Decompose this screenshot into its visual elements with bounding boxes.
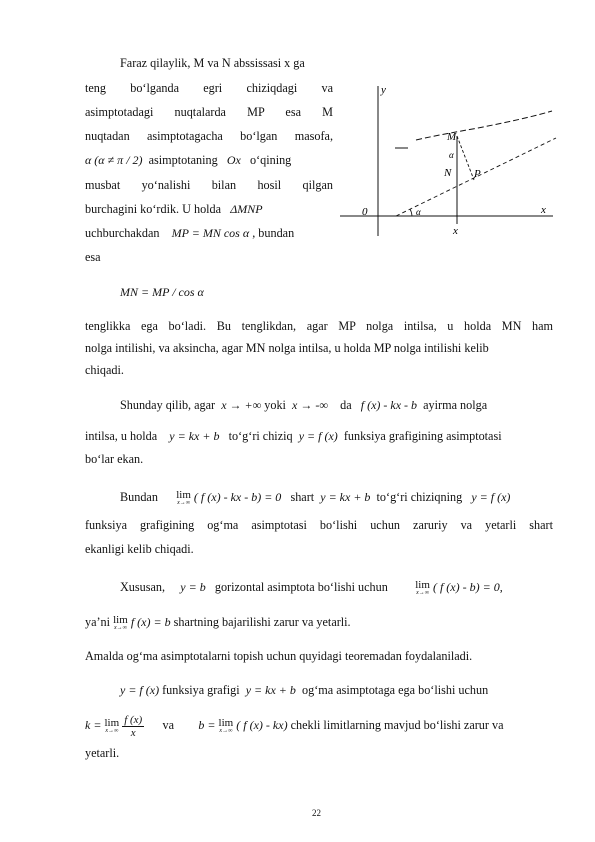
text-line: [85, 225, 294, 241]
text-line: tenglikka ega bo‘ladi. Bu tenglikdan, agar MP nolga intilsa, u holda MN ham: [85, 319, 553, 333]
math-expr: MN = MP / cos α: [120, 285, 204, 299]
text-span: gorizontal asimptota bo‘lishi uchun: [214, 580, 388, 594]
math-expr: x → -∞: [292, 398, 328, 412]
text-line: [120, 397, 487, 413]
math-expr: b =: [198, 718, 216, 732]
text-span: funksiya grafigining asimptotasi: [343, 429, 502, 443]
fraction: [122, 714, 144, 739]
asymptote-figure: [338, 78, 560, 240]
label-alpha-top: α: [449, 150, 454, 160]
math-expr: f (x) = b: [130, 615, 171, 629]
lim-subscript: x→∞: [105, 727, 119, 734]
label-N: N: [444, 167, 452, 179]
math-expr: y = f (x): [120, 683, 160, 697]
text-line: bo‘lar ekan.: [85, 452, 144, 466]
text-span: Shunday qilib, agar: [120, 398, 216, 412]
text-span: funksiya grafigi: [162, 683, 240, 697]
lim-word: lim: [218, 716, 234, 729]
lim-subscript: x→∞: [177, 499, 191, 506]
text-line: [120, 682, 488, 698]
text-span: og‘ma asimptotaga ega bo‘lishi uchun: [302, 683, 489, 697]
math-expr: ( f (x) - b) = 0,: [432, 580, 503, 594]
text-line: yetarli.: [85, 746, 120, 760]
math-expr: y = kx + b: [245, 683, 296, 697]
text-line: [85, 712, 504, 739]
text-line: musbat yo‘nalishi bilan hosil qilgan: [85, 178, 333, 192]
lim-subscript: x→∞: [113, 624, 127, 631]
math-expr: y = kx + b: [320, 490, 371, 504]
text-span: to‘g‘ri chiziqning: [376, 490, 463, 504]
text-line: [85, 201, 263, 217]
label-y: y: [381, 84, 386, 96]
text-span: asimptotaning: [148, 153, 218, 167]
formula-line: [120, 284, 204, 300]
text-span: yoki: [264, 398, 286, 412]
limit-operator: [176, 490, 191, 507]
math-expr: ( f (x) - kx - b) = 0: [193, 490, 282, 504]
math-expr: ΔMNP: [230, 202, 263, 216]
math-expr: x → +∞: [221, 398, 262, 412]
text-line: chiqadi.: [85, 363, 124, 377]
text-span: uchburchakdan: [85, 226, 160, 240]
lim-word: lim: [104, 716, 120, 729]
text-line: Faraz qilaylik, M va N abssissasi x ga: [120, 56, 305, 70]
label-origin: 0: [362, 206, 368, 218]
math-expr: k =: [85, 718, 102, 732]
limit-operator: [415, 580, 430, 597]
math-expr: ( f (x) - kx): [236, 718, 288, 732]
text-span: to‘g‘ri chiziq: [228, 429, 293, 443]
text-line: nolga intilishi, va aksincha, agar MN nolga intilsa, u holda MP nolga intilishi kelib: [85, 341, 489, 355]
math-expr: MP = MN cos α: [171, 226, 250, 240]
perpendicular-segment: [457, 136, 474, 180]
numerator: f (x): [124, 713, 143, 726]
lim-word: lim: [176, 488, 191, 501]
label-alpha-base: α: [416, 207, 421, 217]
text-line: [85, 428, 502, 444]
text-line: [85, 152, 291, 168]
math-expr: α (α ≠ π / 2): [85, 153, 143, 167]
text-span: , bundan: [252, 226, 295, 240]
text-line: [85, 614, 351, 632]
lim-word: lim: [113, 613, 128, 626]
math-expr: Ox: [226, 153, 241, 167]
text-line: asimptotadagi nuqtalarda MP esa M: [85, 105, 333, 119]
text-span: shartning bajarilishi zarur va yetarli.: [173, 615, 351, 629]
text-line: teng bo‘lganda egri chiziqdagi va: [85, 81, 333, 95]
page-number: 22: [312, 808, 321, 818]
label-x-axis: x: [541, 204, 546, 216]
label-P: P: [474, 168, 481, 180]
lim-word: lim: [415, 578, 430, 591]
text-span: va: [162, 718, 175, 732]
text-line: [120, 489, 510, 507]
limit-operator: [113, 615, 128, 632]
denominator: x: [130, 726, 136, 739]
lim-subscript: x→∞: [219, 727, 233, 734]
math-expr: f (x) - kx - b: [360, 398, 418, 412]
math-expr: y = kx + b: [169, 429, 220, 443]
text-span: Bundan: [120, 490, 158, 504]
text-line: ekanligi kelib chiqadi.: [85, 542, 194, 556]
lim-subscript: x→∞: [416, 589, 430, 596]
text-span: ayirma nolga: [423, 398, 488, 412]
text-span: intilsa, u holda: [85, 429, 158, 443]
text-span: shart: [290, 490, 315, 504]
label-x-foot: x: [453, 225, 458, 237]
text-span: o‘qining: [249, 153, 292, 167]
text-span: Xususan,: [120, 580, 166, 594]
text-line: esa: [85, 250, 101, 264]
angle-arc: [410, 209, 412, 216]
label-M: M: [447, 131, 457, 143]
math-expr: y = f (x): [471, 490, 511, 504]
text-line: [120, 579, 503, 597]
text-line: funksiya grafigining og‘ma asimptotasi bo‘lishi uchun zaruriy va yetarli shart: [85, 518, 553, 532]
text-span: ya’ni: [85, 615, 111, 629]
math-expr: y = f (x): [298, 429, 338, 443]
text-span: da: [340, 398, 352, 412]
math-expr: y = b: [180, 580, 206, 594]
text-line: Amalda og‘ma asimptotalarni topish uchun quyidagi teoremadan foydalaniladi.: [85, 649, 473, 663]
text-span: chekli limitlarning mavjud bo‘lishi zarur va: [290, 718, 504, 732]
text-span: burchagini ko‘rdik. U holda: [85, 202, 222, 216]
curve: [416, 111, 552, 140]
limit-operator: [219, 718, 234, 735]
text-line: nuqtadan asimptotagacha bo‘lgan masofa,: [85, 129, 333, 143]
limit-operator: [104, 718, 119, 735]
